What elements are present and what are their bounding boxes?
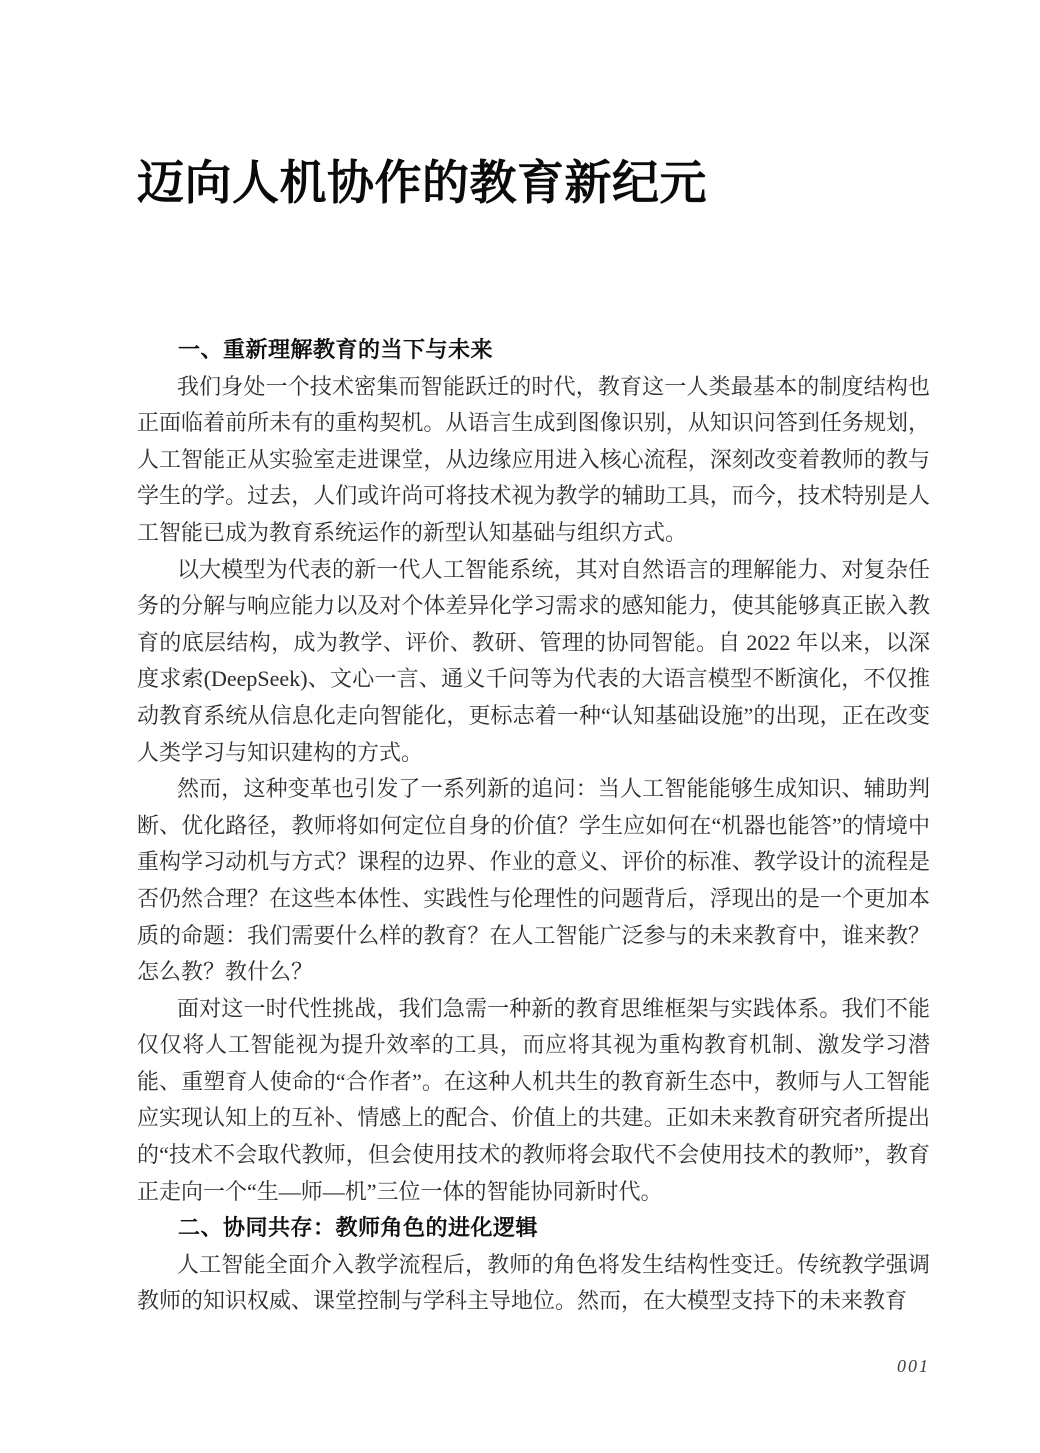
page-number: 001 [897,1356,930,1376]
section-1-paragraph-4: 面对这一时代性挑战，我们急需一种新的教育思维框架与实践体系。我们不能仅仅将人工智能视为提升效率的工具，而应将其视为重构教育机制、激发学习潜能、重塑育人使命的“合作者”。在这种人机共生的教育新生态中，教师与人工智能应实现认知上的互补、情感上的配合、价值上的共建。正如未来教育研究者所提出的“技术不会取代教师，但会使用技术的教师将会取代不会使用技术的教师”，教育正走向一个“生—师—机”三位一体的智能协同新时代。 [137,995,930,1204]
section-2-heading: 二、协同共存：教师角色的进化逻辑 [178,1215,539,1241]
section-1-heading: 一、重新理解教育的当下与未来 [178,337,494,362]
section-1-paragraph-3: 然而，这种变革也引发了一系列新的追问：当人工智能能够生成知识、辅助判断、优化路径，教师将如何定位自身的价值？学生应如何在“机器也能答”的情境中重构学习动机与方式？课程的边界、作业的意义、评价的标准、教学设计的流程是否仍然合理？在这些本体性、实践性与伦理性的问题背后，浮现出的是一个更加本质的命题：我们需要什么样的教育？在人工智能广泛参与的未来教育中，谁来教？怎么教？教什么？ [137,776,930,985]
section-2-paragraph-1: 人工智能全面介入教学流程后，教师的角色将发生结构性变迁。传统教学强调教师的知识权威、课堂控制与学科主导地位。然而，在大模型支持下的未来教育 [137,1251,930,1314]
section-1-paragraph-2: 以大模型为代表的新一代人工智能系统，其对自然语言的理解能力、对复杂任务的分解与响应能力以及对个体差异化学习需求的感知能力，使其能够真正嵌入教育的底层结构，成为教学、评价、教研、管理的协同智能。自 2022 年以来，以深度求索(DeepSeek)、文心一言、通义千问等为代表的大语言模型不断演化，不仅推动教育系统从信息化走向智能化，更标志着一种“认知基础设施”的出现，正在改变人类学习与知识建构的方式。 [137,556,930,765]
page-title: 迈向人机协作的教育新纪元 [137,156,707,209]
section-1-paragraph-1: 我们身处一个技术密集而智能跃迁的时代，教育这一人类最基本的制度结构也正面临着前所未有的重构契机。从语言生成到图像识别，从知识问答到任务规划，人工智能正从实验室走进课堂，从边缘应用进入核心流程，深刻改变着教师的教与学生的学。过去，人们或许尚可将技术视为教学的辅助工具，而今，技术特别是人工智能已成为教育系统运作的新型认知基础与组织方式。 [137,373,930,545]
document-body [137,332,930,1320]
